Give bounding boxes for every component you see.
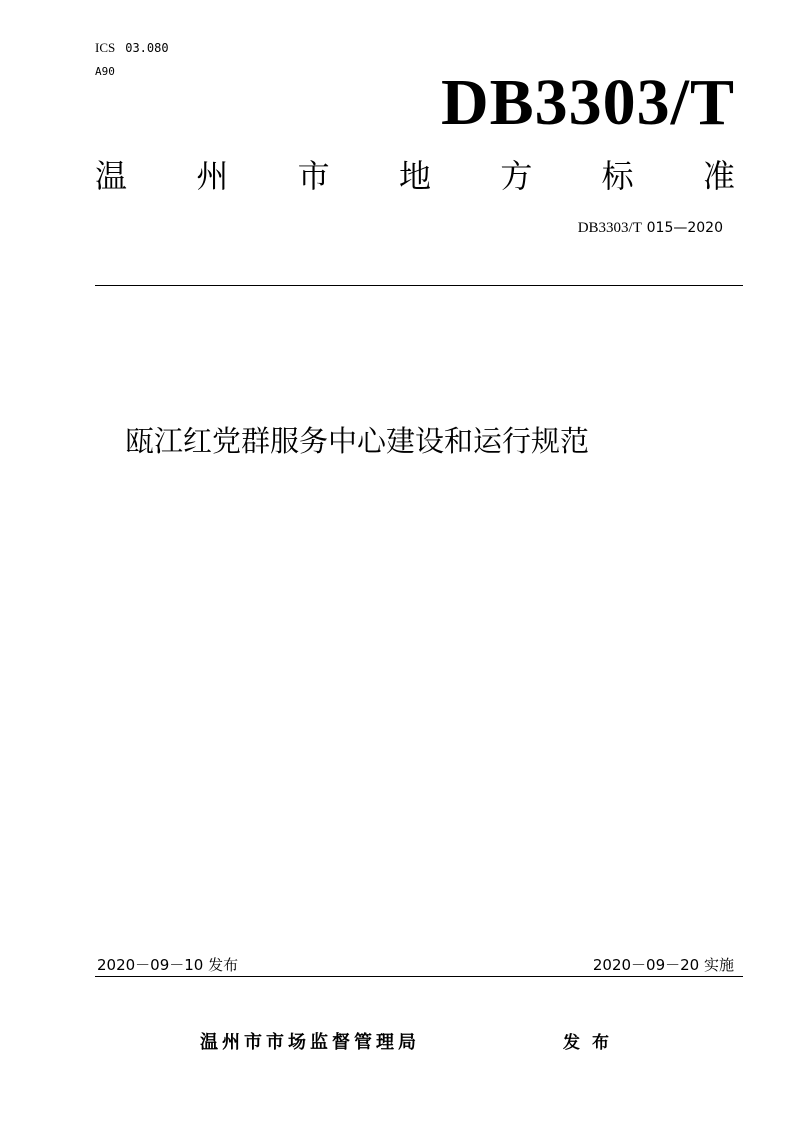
header-divider <box>95 285 743 286</box>
footer-divider <box>95 976 743 977</box>
standard-type-char: 准 <box>702 157 735 195</box>
standard-mark: DB3303/T <box>440 66 735 139</box>
ics-code: 03.080 <box>125 41 169 55</box>
document-title: 瓯江红党群服务中心建设和运行规范 <box>125 424 590 458</box>
category-code: A90 <box>95 65 115 78</box>
standard-type-char: 温 <box>95 157 128 195</box>
standard-type-char: 市 <box>297 157 330 195</box>
issue-date: 2020－09－10 发布 <box>97 956 239 974</box>
ics-classification <box>95 40 169 56</box>
standard-type-char: 方 <box>500 157 533 195</box>
implementation-date: 2020－09－20 实施 <box>592 956 734 974</box>
ics-label: ICS <box>95 40 116 55</box>
standard-type-char: 标 <box>601 157 634 195</box>
standard-number-prefix: DB3303/T <box>577 220 642 236</box>
standard-number <box>440 216 723 239</box>
standard-type-heading <box>95 156 735 196</box>
standard-type-char: 地 <box>398 157 431 195</box>
issue-action: 发布 <box>563 1033 621 1053</box>
standard-type-char: 州 <box>196 157 229 195</box>
standard-number-code: 015—2020 <box>646 220 723 236</box>
issuing-authority: 温州市市场监督管理局 <box>200 1032 420 1053</box>
